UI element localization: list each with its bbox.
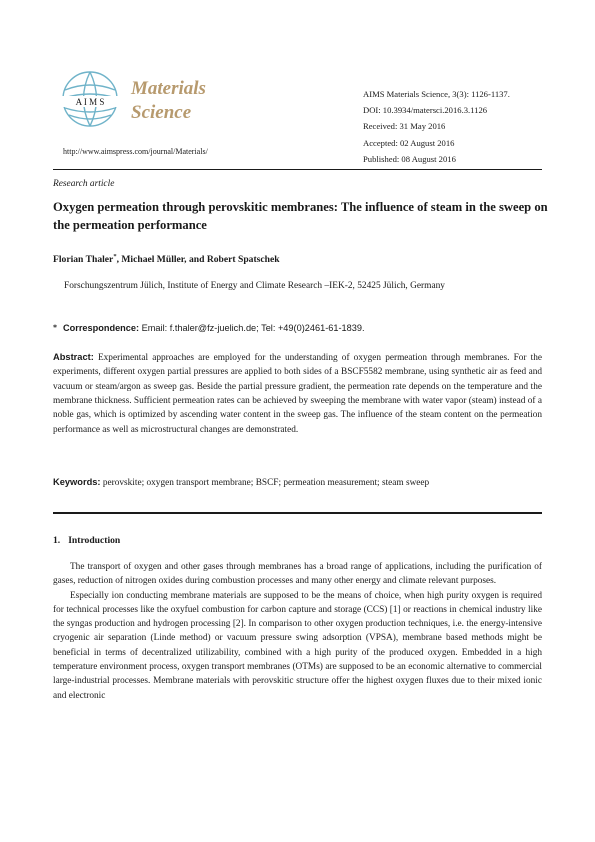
author-rest: , Michael Müller, and Robert Spatschek [116, 254, 280, 266]
journal-name-line2: Science [131, 102, 192, 123]
journal-url-link[interactable]: http://www.aimspress.com/journal/Materials/ [63, 147, 208, 156]
section-number: 1. [53, 535, 61, 546]
section-title: Introduction [68, 535, 121, 546]
keywords [53, 477, 542, 488]
doi[interactable]: DOI: 10.3934/matersci.2016.3.1126 [363, 105, 488, 116]
corresponding-mark: * [113, 253, 117, 260]
logo-text: A I M S [75, 97, 105, 107]
received-date: Received: 31 May 2016 [363, 121, 446, 132]
abstract-label: Abstract: [53, 352, 94, 362]
paragraph: Especially ion conducting membrane materials are supposed to be the means of choice, when high purity oxygen is required for technical processes like the oxyfuel combustion for carbon capture and storage (CCS) [1] or reactions in chemical industry like the syngas production and hydrogen processing [2]. In comparison to other oxygen production techniques, i.e. the energy-intensive cryogenic air separation (Linde method) or vacuum pressure swing adsorption (VPSA), membrane based methods might be beneficial in terms of decentralized utilizability, combined with a high purity of the produced oxygen. Embedded in a high temperature environment process, oxygen transport membranes (OTMs) are supposed to be an economic alternative to commercial large-industrial processes. Membrane materials with perovskitic structure offer the highest oxygen fluxes due to their mixed ionic and electronic [53, 590, 542, 701]
keywords-text: perovskite; oxygen transport membrane; BSCF; permeation measurement; steam sweep [102, 478, 430, 488]
accepted-date: Accepted: 02 August 2016 [363, 137, 455, 148]
journal-logo [55, 68, 125, 130]
article-type: Research article [53, 179, 115, 189]
article-meta [363, 86, 510, 167]
correspondence-label: Correspondence: [63, 323, 140, 333]
section-heading [53, 535, 120, 546]
abstract [53, 350, 542, 437]
header-rule [53, 169, 542, 170]
paragraph: The transport of oxygen and other gases through membranes has a broad range of applications, including the purification of gases, reduction of nitrogen oxides during combustion processes and many other energy and climate relevant purposes. [53, 562, 542, 587]
keywords-label: Keywords: [53, 477, 101, 487]
author-list [53, 253, 280, 265]
correspondence-mark: * [53, 323, 57, 332]
abstract-rule [53, 512, 542, 514]
author-first: Florian Thaler [53, 254, 114, 266]
journal-name [131, 77, 206, 125]
journal-name-line1: Materials [131, 78, 206, 99]
correspondence [53, 323, 365, 333]
abstract-text: Experimental approaches are employed for the understanding of oxygen permeation through membranes. For the experiments, different oxygen partial pressures are applied to both sides of a BSCF5582 membrane, using synthetic air as feed and vacuum or steam/argon as sweep gas. Beside the partial pressure gradient, the permeation rate depends on the temperature and the membrane thickness. Sufficient permeation rates can be achieved by sweeping the membrane with water vapor (steam) instead of a noble gas, which is optimized by ascending water content in the sweep gas. The influence of the steam content on the permeation performance as well as microstructural changes are demonstrated. [53, 353, 542, 435]
published-date: Published: 08 August 2016 [363, 153, 456, 164]
affiliation: Forschungszentrum Jülich, Institute of Energy and Climate Research –IEK-2, 52425 Jülich, Germany [64, 281, 445, 291]
correspondence-text: Email: f.thaler@fz-juelich.de; Tel: +49(0)2461-61-1839. [141, 323, 365, 333]
body-text [53, 560, 542, 703]
article-title: Oxygen permeation through perovskitic membranes: The influence of steam in the sweep on the permeation performance [53, 200, 548, 232]
citation: AIMS Materials Science, 3(3): 1126-1137. [363, 89, 510, 99]
